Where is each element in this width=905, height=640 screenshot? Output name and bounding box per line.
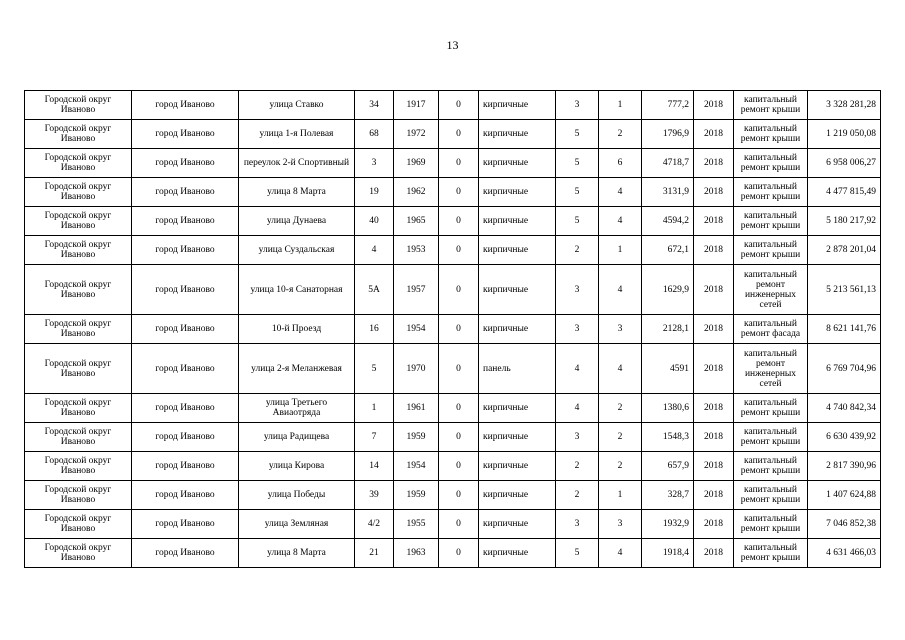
- cost-cell: 6 958 006,27: [808, 149, 881, 178]
- cost-cell: 6 769 704,96: [808, 344, 881, 394]
- plan-year-cell: 2018: [694, 394, 734, 423]
- wall-material-cell: кирпичные: [479, 207, 556, 236]
- work-type-cell: капитальный ремонт крыши: [734, 120, 808, 149]
- entrances-cell: 4: [599, 207, 642, 236]
- street-cell: улица Радищева: [239, 423, 355, 452]
- work-type-cell: капитальный ремонт крыши: [734, 149, 808, 178]
- city-cell: город Иваново: [132, 178, 239, 207]
- area-cell: 1548,3: [642, 423, 694, 452]
- cost-cell: 6 630 439,92: [808, 423, 881, 452]
- house-number-cell: 34: [355, 91, 394, 120]
- floors-cell: 5: [556, 539, 599, 568]
- cost-cell: 4 477 815,49: [808, 178, 881, 207]
- table-row: [25, 120, 881, 149]
- table-row: [25, 394, 881, 423]
- zero-cell: 0: [439, 91, 479, 120]
- cost-cell: 4 740 842,34: [808, 394, 881, 423]
- okrug-cell: Городской округ Иваново: [25, 423, 132, 452]
- zero-cell: 0: [439, 265, 479, 315]
- plan-year-cell: 2018: [694, 452, 734, 481]
- table-row: [25, 481, 881, 510]
- wall-material-cell: кирпичные: [479, 423, 556, 452]
- city-cell: город Иваново: [132, 120, 239, 149]
- floors-cell: 5: [556, 207, 599, 236]
- floors-cell: 2: [556, 452, 599, 481]
- work-type-cell: капитальный ремонт крыши: [734, 510, 808, 539]
- zero-cell: 0: [439, 452, 479, 481]
- zero-cell: 0: [439, 207, 479, 236]
- entrances-cell: 3: [599, 510, 642, 539]
- entrances-cell: 2: [599, 394, 642, 423]
- area-cell: 1629,9: [642, 265, 694, 315]
- cost-cell: 1 219 050,08: [808, 120, 881, 149]
- plan-year-cell: 2018: [694, 207, 734, 236]
- street-cell: улица 1-я Полевая: [239, 120, 355, 149]
- build-year-cell: 1953: [394, 236, 439, 265]
- entrances-cell: 4: [599, 178, 642, 207]
- plan-year-cell: 2018: [694, 178, 734, 207]
- work-type-cell: капитальный ремонт крыши: [734, 91, 808, 120]
- cost-cell: 5 213 561,13: [808, 265, 881, 315]
- city-cell: город Иваново: [132, 265, 239, 315]
- area-cell: 777,2: [642, 91, 694, 120]
- house-number-cell: 7: [355, 423, 394, 452]
- build-year-cell: 1970: [394, 344, 439, 394]
- area-cell: 1380,6: [642, 394, 694, 423]
- work-type-cell: капитальный ремонт крыши: [734, 236, 808, 265]
- area-cell: 2128,1: [642, 315, 694, 344]
- zero-cell: 0: [439, 236, 479, 265]
- entrances-cell: 1: [599, 236, 642, 265]
- plan-year-cell: 2018: [694, 120, 734, 149]
- build-year-cell: 1959: [394, 423, 439, 452]
- plan-year-cell: 2018: [694, 236, 734, 265]
- okrug-cell: Городской округ Иваново: [25, 315, 132, 344]
- zero-cell: 0: [439, 120, 479, 149]
- entrances-cell: 2: [599, 423, 642, 452]
- housing-repair-table: [24, 90, 881, 568]
- wall-material-cell: кирпичные: [479, 149, 556, 178]
- cost-cell: 2 878 201,04: [808, 236, 881, 265]
- plan-year-cell: 2018: [694, 91, 734, 120]
- floors-cell: 2: [556, 481, 599, 510]
- okrug-cell: Городской округ Иваново: [25, 539, 132, 568]
- okrug-cell: Городской округ Иваново: [25, 452, 132, 481]
- build-year-cell: 1917: [394, 91, 439, 120]
- city-cell: город Иваново: [132, 315, 239, 344]
- area-cell: 672,1: [642, 236, 694, 265]
- entrances-cell: 4: [599, 265, 642, 315]
- zero-cell: 0: [439, 481, 479, 510]
- city-cell: город Иваново: [132, 394, 239, 423]
- area-cell: 657,9: [642, 452, 694, 481]
- cost-cell: 7 046 852,38: [808, 510, 881, 539]
- street-cell: улица 2-я Меланжевая: [239, 344, 355, 394]
- wall-material-cell: кирпичные: [479, 265, 556, 315]
- cost-cell: 2 817 390,96: [808, 452, 881, 481]
- cost-cell: 3 328 281,28: [808, 91, 881, 120]
- page-number: 13: [446, 38, 459, 52]
- house-number-cell: 4/2: [355, 510, 394, 539]
- street-cell: улица Дунаева: [239, 207, 355, 236]
- floors-cell: 5: [556, 120, 599, 149]
- entrances-cell: 2: [599, 120, 642, 149]
- table-row: [25, 510, 881, 539]
- area-cell: 3131,9: [642, 178, 694, 207]
- street-cell: переулок 2-й Спортивный: [239, 149, 355, 178]
- entrances-cell: 2: [599, 452, 642, 481]
- area-cell: 328,7: [642, 481, 694, 510]
- table-row: [25, 91, 881, 120]
- table-row: [25, 178, 881, 207]
- okrug-cell: Городской округ Иваново: [25, 265, 132, 315]
- wall-material-cell: кирпичные: [479, 236, 556, 265]
- work-type-cell: капитальный ремонт крыши: [734, 423, 808, 452]
- house-number-cell: 5А: [355, 265, 394, 315]
- house-number-cell: 1: [355, 394, 394, 423]
- house-number-cell: 19: [355, 178, 394, 207]
- entrances-cell: 1: [599, 481, 642, 510]
- city-cell: город Иваново: [132, 481, 239, 510]
- wall-material-cell: кирпичные: [479, 510, 556, 539]
- wall-material-cell: кирпичные: [479, 315, 556, 344]
- cost-cell: 4 631 466,03: [808, 539, 881, 568]
- plan-year-cell: 2018: [694, 539, 734, 568]
- zero-cell: 0: [439, 344, 479, 394]
- build-year-cell: 1962: [394, 178, 439, 207]
- wall-material-cell: панель: [479, 344, 556, 394]
- cost-cell: 1 407 624,88: [808, 481, 881, 510]
- table-row: [25, 315, 881, 344]
- okrug-cell: Городской округ Иваново: [25, 344, 132, 394]
- floors-cell: 4: [556, 344, 599, 394]
- okrug-cell: Городской округ Иваново: [25, 149, 132, 178]
- area-cell: 1918,4: [642, 539, 694, 568]
- entrances-cell: 4: [599, 539, 642, 568]
- house-number-cell: 40: [355, 207, 394, 236]
- okrug-cell: Городской округ Иваново: [25, 178, 132, 207]
- street-cell: улица Суздальская: [239, 236, 355, 265]
- zero-cell: 0: [439, 315, 479, 344]
- street-cell: улица Кирова: [239, 452, 355, 481]
- build-year-cell: 1963: [394, 539, 439, 568]
- house-number-cell: 5: [355, 344, 394, 394]
- street-cell: улица Победы: [239, 481, 355, 510]
- street-cell: улица 10-я Санаторная: [239, 265, 355, 315]
- cost-cell: 8 621 141,76: [808, 315, 881, 344]
- plan-year-cell: 2018: [694, 315, 734, 344]
- work-type-cell: капитальный ремонт крыши: [734, 452, 808, 481]
- area-cell: 4594,2: [642, 207, 694, 236]
- house-number-cell: 68: [355, 120, 394, 149]
- area-cell: 1932,9: [642, 510, 694, 539]
- floors-cell: 3: [556, 265, 599, 315]
- street-cell: улица Ставко: [239, 91, 355, 120]
- okrug-cell: Городской округ Иваново: [25, 510, 132, 539]
- street-cell: улица Земляная: [239, 510, 355, 539]
- zero-cell: 0: [439, 149, 479, 178]
- work-type-cell: капитальный ремонт фасада: [734, 315, 808, 344]
- street-cell: 10-й Проезд: [239, 315, 355, 344]
- zero-cell: 0: [439, 394, 479, 423]
- table-row: [25, 423, 881, 452]
- cost-cell: 5 180 217,92: [808, 207, 881, 236]
- okrug-cell: Городской округ Иваново: [25, 236, 132, 265]
- work-type-cell: капитальный ремонт крыши: [734, 207, 808, 236]
- table-row: [25, 149, 881, 178]
- wall-material-cell: кирпичные: [479, 394, 556, 423]
- plan-year-cell: 2018: [694, 481, 734, 510]
- work-type-cell: капитальный ремонт крыши: [734, 394, 808, 423]
- plan-year-cell: 2018: [694, 265, 734, 315]
- work-type-cell: капитальный ремонт крыши: [734, 178, 808, 207]
- floors-cell: 3: [556, 315, 599, 344]
- city-cell: город Иваново: [132, 91, 239, 120]
- house-number-cell: 39: [355, 481, 394, 510]
- wall-material-cell: кирпичные: [479, 120, 556, 149]
- okrug-cell: Городской округ Иваново: [25, 481, 132, 510]
- work-type-cell: капитальный ремонт крыши: [734, 539, 808, 568]
- plan-year-cell: 2018: [694, 149, 734, 178]
- floors-cell: 5: [556, 149, 599, 178]
- zero-cell: 0: [439, 539, 479, 568]
- floors-cell: 3: [556, 423, 599, 452]
- floors-cell: 3: [556, 91, 599, 120]
- plan-year-cell: 2018: [694, 510, 734, 539]
- wall-material-cell: кирпичные: [479, 481, 556, 510]
- floors-cell: 5: [556, 178, 599, 207]
- city-cell: город Иваново: [132, 423, 239, 452]
- entrances-cell: 4: [599, 344, 642, 394]
- okrug-cell: Городской округ Иваново: [25, 394, 132, 423]
- table-row: [25, 539, 881, 568]
- okrug-cell: Городской округ Иваново: [25, 91, 132, 120]
- street-cell: улица 8 Марта: [239, 178, 355, 207]
- city-cell: город Иваново: [132, 510, 239, 539]
- zero-cell: 0: [439, 423, 479, 452]
- build-year-cell: 1969: [394, 149, 439, 178]
- table-row: [25, 344, 881, 394]
- zero-cell: 0: [439, 178, 479, 207]
- entrances-cell: 1: [599, 91, 642, 120]
- build-year-cell: 1965: [394, 207, 439, 236]
- table-row: [25, 207, 881, 236]
- house-number-cell: 14: [355, 452, 394, 481]
- city-cell: город Иваново: [132, 452, 239, 481]
- wall-material-cell: кирпичные: [479, 178, 556, 207]
- house-number-cell: 3: [355, 149, 394, 178]
- table-row: [25, 265, 881, 315]
- entrances-cell: 3: [599, 315, 642, 344]
- okrug-cell: Городской округ Иваново: [25, 207, 132, 236]
- okrug-cell: Городской округ Иваново: [25, 120, 132, 149]
- wall-material-cell: кирпичные: [479, 539, 556, 568]
- city-cell: город Иваново: [132, 207, 239, 236]
- build-year-cell: 1972: [394, 120, 439, 149]
- table-row: [25, 236, 881, 265]
- entrances-cell: 6: [599, 149, 642, 178]
- city-cell: город Иваново: [132, 344, 239, 394]
- city-cell: город Иваново: [132, 149, 239, 178]
- floors-cell: 4: [556, 394, 599, 423]
- work-type-cell: капитальный ремонт инженерных сетей: [734, 344, 808, 394]
- work-type-cell: капитальный ремонт крыши: [734, 481, 808, 510]
- build-year-cell: 1955: [394, 510, 439, 539]
- house-number-cell: 16: [355, 315, 394, 344]
- work-type-cell: капитальный ремонт инженерных сетей: [734, 265, 808, 315]
- area-cell: 4591: [642, 344, 694, 394]
- wall-material-cell: кирпичные: [479, 91, 556, 120]
- street-cell: улица Третьего Авиаотряда: [239, 394, 355, 423]
- area-cell: 4718,7: [642, 149, 694, 178]
- floors-cell: 2: [556, 236, 599, 265]
- plan-year-cell: 2018: [694, 344, 734, 394]
- city-cell: город Иваново: [132, 539, 239, 568]
- wall-material-cell: кирпичные: [479, 452, 556, 481]
- build-year-cell: 1959: [394, 481, 439, 510]
- street-cell: улица 8 Марта: [239, 539, 355, 568]
- plan-year-cell: 2018: [694, 423, 734, 452]
- build-year-cell: 1957: [394, 265, 439, 315]
- city-cell: город Иваново: [132, 236, 239, 265]
- table-row: [25, 452, 881, 481]
- build-year-cell: 1954: [394, 452, 439, 481]
- build-year-cell: 1954: [394, 315, 439, 344]
- house-number-cell: 4: [355, 236, 394, 265]
- area-cell: 1796,9: [642, 120, 694, 149]
- house-number-cell: 21: [355, 539, 394, 568]
- build-year-cell: 1961: [394, 394, 439, 423]
- floors-cell: 3: [556, 510, 599, 539]
- zero-cell: 0: [439, 510, 479, 539]
